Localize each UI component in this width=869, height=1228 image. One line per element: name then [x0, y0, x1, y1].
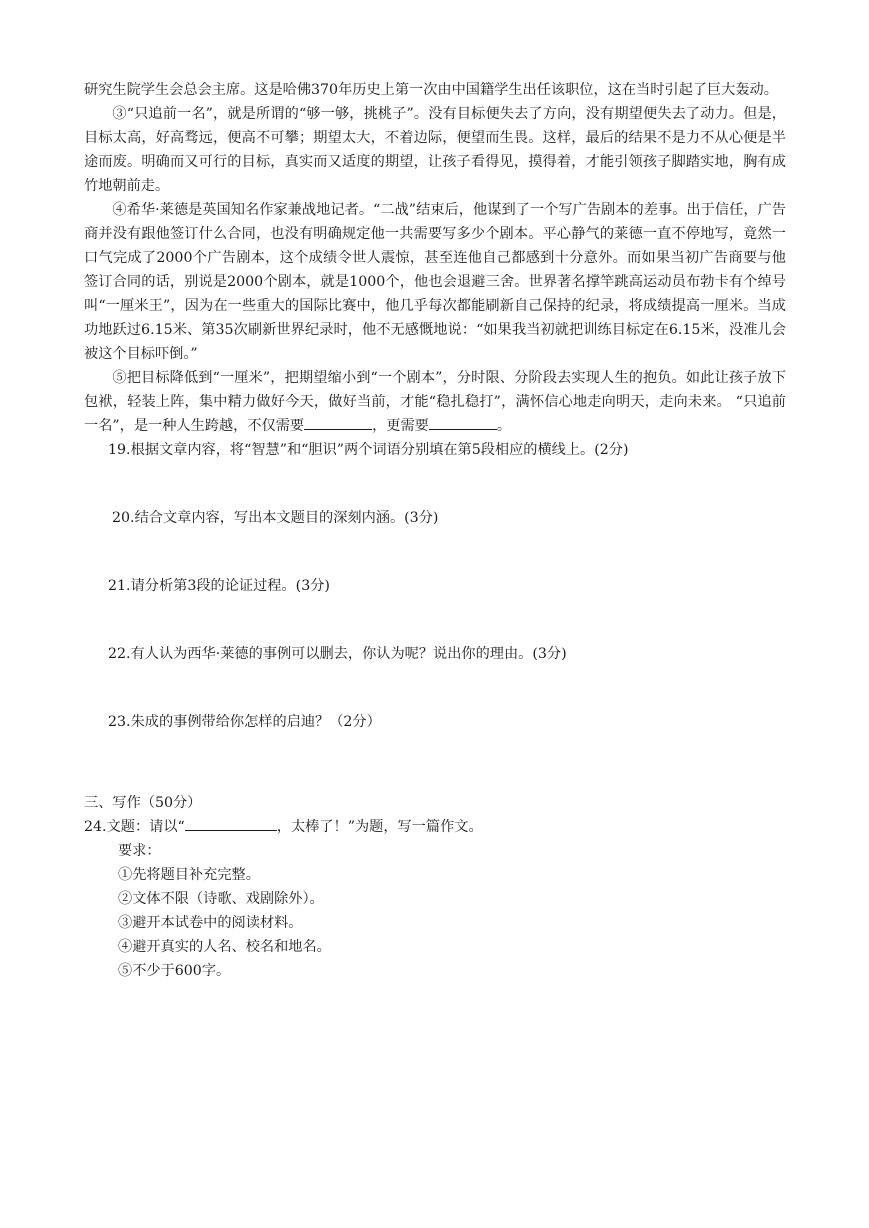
question-24-text-2: ，太棒了！”为题，写一篇作文。	[276, 819, 483, 835]
title-blank[interactable]	[185, 816, 277, 831]
paragraph-5	[84, 366, 786, 438]
paragraph-5-text-2: ，更需要	[372, 418, 429, 434]
question-24-text-1: 24.文题：请以“	[84, 819, 185, 835]
paragraph-5-text-1: ⑤把目标降低到“一厘米”，把期望缩小到“一个剧本”，分时限、分阶段去实现人生的抱负。如此让孩子放下包袱，轻装上阵，集中精力做好今天，做好当前，才能“稳扎稳打”，满怀信心地走向明天，走向未来。 “只追前一名”，是一种人生跨越，不仅需要	[84, 370, 786, 434]
requirements-title: 要求：	[118, 843, 161, 859]
paragraph-5-text-3: 。	[496, 418, 512, 434]
question-21: 21.请分析第3段的论证过程。(3分)	[108, 578, 330, 594]
question-19: 19.根据文章内容，将“智慧”和“胆识”两个词语分别填在第5段相应的横线上。(2分)	[108, 442, 629, 458]
requirement-4: ④避开真实的人名、校名和地名。	[118, 939, 331, 955]
paragraph-4: ④希华·莱德是英国知名作家兼战地记者。“二战”结束后，他谋到了一个写广告剧本的差事。出于信任，广告商并没有跟他签订什么合同，也没有明确规定他一共需要写多少个剧本。平心静气的莱德一直不停地写，竟然一口气完成了2000个广告剧本，这个成绩令世人震惊，甚至连他自己都感到十分意外。而如果当初广告商要与他签订合同的话，别说是2000个剧本，就是1000个，他也会退避三舍。世界著名撑竿跳高运动员布勃卡有个绰号叫“一厘米王”，因为在一些重大的国际比赛中，他几乎每次都能刷新自己保持的纪录，将成绩提高一厘米。当成功地跃过6.15米、第35次刷新世界纪录时，他不无感慨地说：“如果我当初就把训练目标定在6.15米，没准儿会被这个目标吓倒。”	[84, 202, 786, 362]
answer-space-21[interactable]	[84, 598, 786, 642]
answer-space-22[interactable]	[84, 666, 786, 710]
paragraph-continued: 研究生院学生会总会主席。这是哈佛370年历史上第一次由中国籍学生出任该职位，这在当时引起了巨大轰动。	[84, 82, 778, 98]
requirement-1: ①先将题目补充完整。	[118, 867, 260, 883]
question-22: 22.有人认为西华·莱德的事例可以删去，你认为呢？说出你的理由。(3分)	[108, 646, 567, 662]
answer-space-20[interactable]	[84, 530, 786, 574]
requirement-3: ③避开本试卷中的阅读材料。	[118, 915, 303, 931]
question-20: 20.结合文章内容，写出本文题目的深刻内涵。(3分)	[112, 510, 439, 526]
paragraph-3: ③“只追前一名”，就是所谓的“够一够，挑桃子”。没有目标便失去了方向，没有期望便失去了动力。但是，目标太高，好高骛远，便高不可攀；期望太大，不着边际，便望而生畏。这样，最后的结果不是力不从心便是半途而废。明确而又可行的目标，真实而又适度的期望，让孩子看得见，摸得着，才能引领孩子脚踏实地，胸有成竹地朝前走。	[84, 106, 786, 194]
exam-page	[84, 78, 786, 983]
writing-section-title: 三、写作（50分）	[84, 795, 202, 811]
requirement-5: ⑤不少于600字。	[118, 963, 231, 979]
answer-blank-2[interactable]	[429, 415, 497, 430]
question-23: 23.朱成的事例带给你怎样的启迪？（2分）	[108, 714, 381, 730]
requirement-2: ②文体不限（诗歌、戏剧除外）。	[118, 891, 324, 907]
question-24	[84, 815, 786, 839]
answer-blank-1[interactable]	[304, 415, 372, 430]
answer-space-23[interactable]	[84, 734, 786, 791]
answer-space-19[interactable]	[84, 462, 786, 506]
